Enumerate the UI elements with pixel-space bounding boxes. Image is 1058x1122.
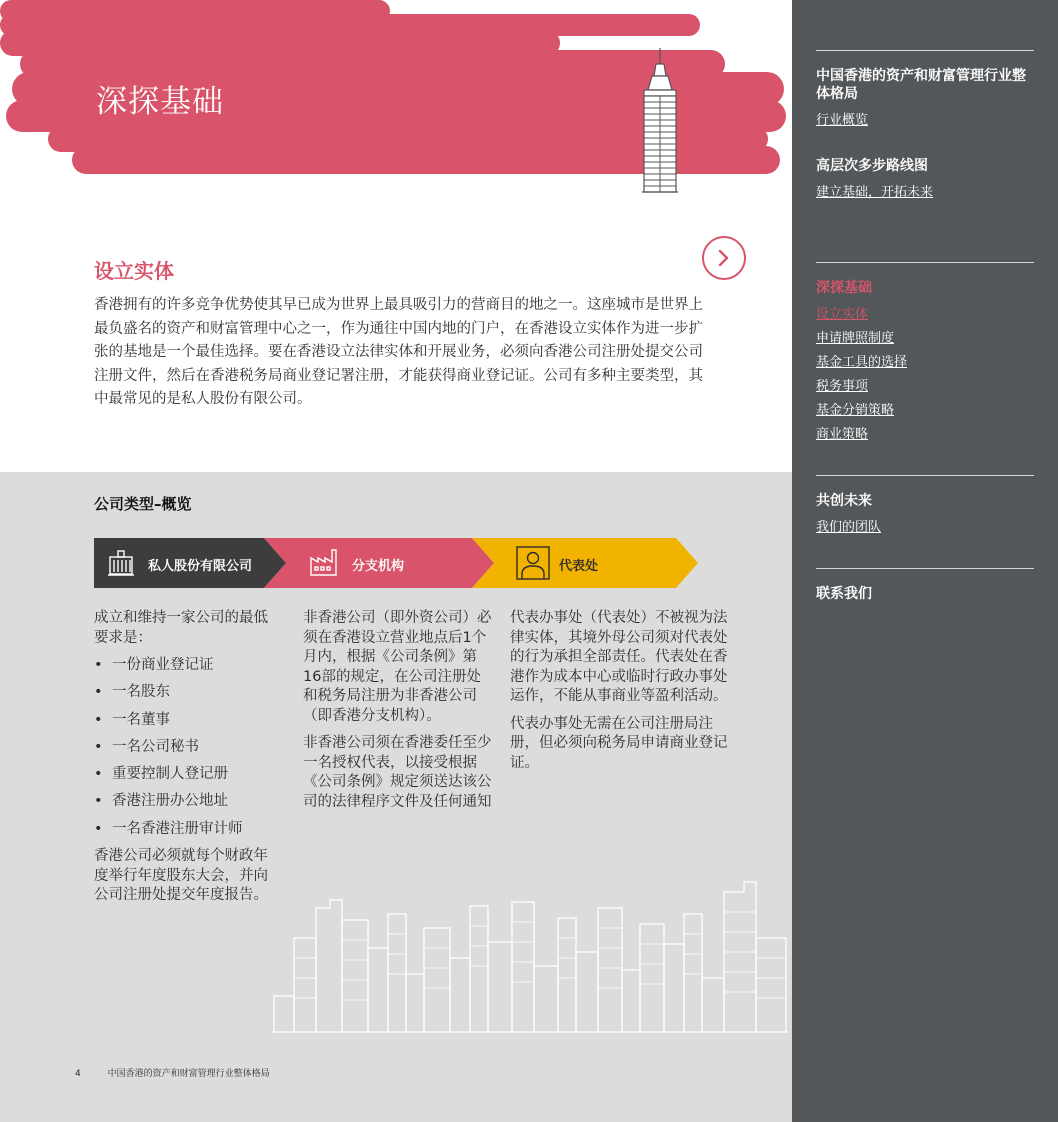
company-types-title: 公司类型–概览 bbox=[94, 495, 192, 513]
person-icon bbox=[516, 546, 550, 580]
page-footer bbox=[75, 1066, 270, 1079]
type-label-rep: 代表处 bbox=[559, 559, 599, 574]
branch-para-1: 非香港公司（即外资公司）必须在香港设立营业地点后1个月内，根据《公司条例》第16部的规定，在公司注册处和税务局注册为非香港公司（即香港分支机构）。 bbox=[303, 610, 492, 724]
chevron-right-icon bbox=[716, 249, 732, 267]
sidebar-heading-deep-dive[interactable]: 深探基础 bbox=[816, 280, 872, 296]
page-number: 4 bbox=[75, 1069, 81, 1079]
rep-para-1: 代表办事处（代表处）不被视为法律实体，其境外母公司须对代表处的行为承担全部责任。代表处在香港作为成本中心或临时行政办事处运作，不能从事商业等盈利活动。 bbox=[510, 610, 728, 704]
sidebar-link-tax[interactable]: 税务事项 bbox=[816, 379, 869, 394]
branch-column bbox=[303, 609, 493, 820]
list-item: • 一份商业登记证 bbox=[94, 656, 278, 676]
sidebar-heading-contact[interactable]: 联系我们 bbox=[816, 586, 872, 602]
type-label-branch: 分支机构 bbox=[352, 559, 405, 574]
intro-paragraph: 香港拥有的许多竞争优势使其早已成为世界上最具吸引力的营商目的地之一。这座城市是世界上最负盛名的资产和财富管理中心之一，作为通往中国内地的门户，在香港设立实体作为进一步扩张的基地是一个最佳选择。要在香港设立法律实体和开展业务，必须向香港公司注册处提交公司注册文件，然后在香港税务局商业登记署注册，才能获得商业登记证。公司有多种主要类型，其中最常见的是私人股份有限公司。 bbox=[94, 297, 703, 407]
tower-illustration bbox=[628, 48, 692, 198]
list-item: • 一名股东 bbox=[94, 683, 278, 703]
sidebar-link-entity-setup[interactable]: 设立实体 bbox=[816, 307, 869, 322]
footer-doc-title: 中国香港的资产和财富管理行业整体格局 bbox=[107, 1069, 270, 1079]
sidebar-heading-future[interactable]: 共创未来 bbox=[816, 493, 872, 509]
branch-para-2: 非香港公司须在香港委任至少一名授权代表，以接受根据《公司条例》规定须送达该公司的法律程序文件及任何通知 bbox=[303, 735, 492, 810]
sidebar-link-team[interactable]: 我们的团队 bbox=[816, 520, 882, 535]
list-item: • 一名公司秘书 bbox=[94, 738, 278, 758]
sidebar-link-business-strategy[interactable]: 商业策略 bbox=[816, 427, 869, 442]
sidebar-link-fund-vehicles[interactable]: 基金工具的选择 bbox=[816, 355, 908, 370]
sidebar-link-distribution[interactable]: 基金分销策略 bbox=[816, 403, 895, 418]
next-page-button[interactable] bbox=[702, 236, 746, 280]
private-outro: 香港公司必须就每个财政年度举行年度股东大会，并向公司注册处提交年度报告。 bbox=[94, 848, 268, 904]
rep-para-2: 代表办事处无需在公司注册局注册，但必须向税务局申请商业登记证。 bbox=[510, 715, 728, 771]
sidebar-link-industry-overview[interactable]: 行业概览 bbox=[816, 113, 869, 128]
sidebar-section-contact bbox=[816, 568, 1034, 609]
page-title: 深探基础 bbox=[96, 84, 224, 120]
sidebar-section-roadmap bbox=[816, 141, 1034, 205]
sidebar-nav bbox=[792, 0, 1058, 1122]
sidebar-section-deep-dive bbox=[816, 262, 1034, 447]
sidebar-section-future bbox=[816, 475, 1034, 540]
private-company-column bbox=[94, 609, 278, 914]
city-skyline-illustration bbox=[272, 878, 788, 1034]
type-label-private: 私人股份有限公司 bbox=[148, 559, 253, 574]
list-item: • 一名香港注册审计师 bbox=[94, 820, 278, 840]
factory-icon bbox=[308, 546, 340, 578]
section-heading: 设立实体 bbox=[94, 259, 174, 283]
sidebar-section-landscape bbox=[816, 50, 1034, 133]
private-intro: 成立和维持一家公司的最低要求是： bbox=[94, 610, 268, 646]
sidebar-link-build-foundation[interactable]: 建立基础，开拓未来 bbox=[816, 185, 934, 200]
sidebar-heading-roadmap[interactable]: 高层次多步路线图 bbox=[816, 158, 928, 174]
list-item: • 重要控制人登记册 bbox=[94, 765, 278, 785]
building-icon bbox=[106, 548, 136, 578]
list-item: • 一名董事 bbox=[94, 711, 278, 731]
requirements-list bbox=[94, 656, 278, 839]
rep-office-column bbox=[510, 609, 732, 781]
list-item: • 香港注册办公地址 bbox=[94, 792, 278, 812]
sidebar-heading-landscape[interactable]: 中国香港的资产和财富管理行业整体格局 bbox=[816, 68, 1026, 102]
sidebar-link-licensing[interactable]: 申请牌照制度 bbox=[816, 331, 895, 346]
